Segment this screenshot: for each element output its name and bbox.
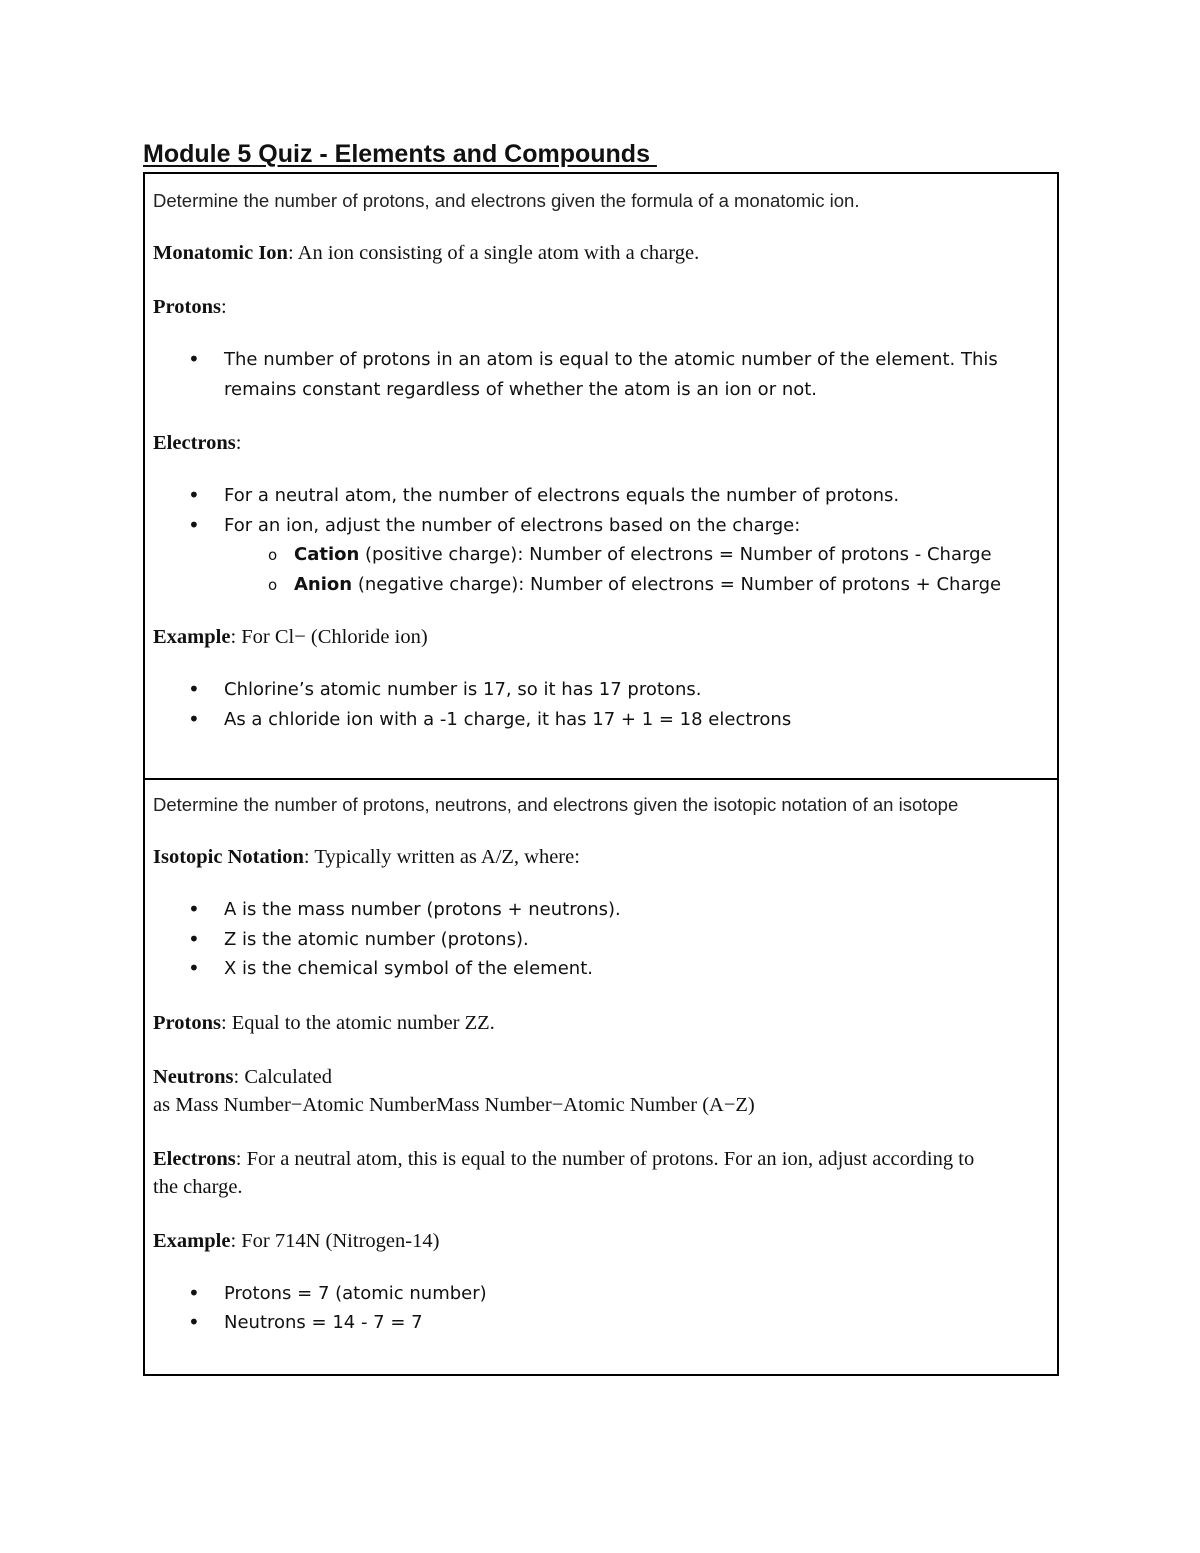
- example-heading: Example: For 714N (Nitrogen-14): [153, 1229, 440, 1252]
- list-item: • X is the chemical symbol of the element.: [153, 954, 1057, 984]
- list-item: • As a chloride ion with a -1 charge, it has 17 + 1 = 18 electrons: [153, 705, 1057, 735]
- list-item: • Neutrons = 14 - 7 = 7: [153, 1308, 1057, 1338]
- list-item: • A is the mass number (protons + neutrons).: [153, 895, 1057, 925]
- quiz-section-monatomic-ion: [143, 172, 1059, 780]
- neutrons-formula: as Mass Number−Atomic NumberMass Number−Atomic Number (A−Z): [153, 1093, 755, 1116]
- heading-electrons: Electrons:: [153, 432, 242, 454]
- electrons-list: [153, 481, 1057, 599]
- charge-rules-list: [224, 540, 1057, 599]
- heading-protons: Protons:: [153, 296, 227, 318]
- term-label: Neutrons: [153, 1065, 234, 1088]
- example-heading: Example: For Cl− (Chloride ion): [153, 626, 428, 648]
- term-label: Monatomic Ion: [153, 242, 288, 264]
- example-list: [153, 675, 1057, 734]
- list-item: • For an ion, adjust the number of electrons based on the charge: o Cation (positive charge): Number of electrons = Number of protons - Charge o Anion (negative charge): Number of electrons = Number of protons + Charge: [153, 511, 1057, 600]
- anion-label: Anion: [294, 573, 353, 595]
- term-label: Protons: [153, 296, 221, 318]
- example-list: [153, 1279, 1057, 1338]
- page-title: Module 5 Quiz - Elements and Compounds: [143, 140, 657, 168]
- section-prompt: Determine the number of protons, neutrons, and electrons given the isotopic notation of an isotope: [153, 794, 959, 815]
- term-label: Example: [153, 626, 231, 648]
- protons-list: [153, 345, 1057, 404]
- list-item: • Protons = 7 (atomic number): [153, 1279, 1057, 1309]
- list-item-anion: o Anion (negative charge): Number of electrons = Number of protons + Charge: [224, 570, 1057, 600]
- protons-definition: Protons: Equal to the atomic number ZZ.: [153, 1011, 495, 1034]
- notation-list: [153, 895, 1057, 984]
- term-label: Protons: [153, 1011, 221, 1034]
- list-item-cation: o Cation (positive charge): Number of electrons = Number of protons - Charge: [224, 540, 1057, 570]
- term-text: : An ion consisting of a single atom with a charge.: [287, 242, 700, 264]
- list-item: • Chlorine’s atomic number is 17, so it has 17 protons.: [153, 675, 1057, 705]
- quiz-section-isotopic-notation: [143, 778, 1059, 1376]
- list-item: • Z is the atomic number (protons).: [153, 925, 1057, 955]
- section-prompt: Determine the number of protons, and electrons given the formula of a monatomic ion.: [153, 190, 860, 211]
- definition-isotopic-notation: Isotopic Notation: Typically written as A/Z, where:: [153, 846, 580, 868]
- neutrons-definition: Neutrons: Calculated as Mass Number−Atomic NumberMass Number−Atomic Number (A−Z): [153, 1065, 755, 1116]
- term-label: Isotopic Notation: [153, 846, 304, 868]
- cation-label: Cation: [294, 544, 360, 565]
- list-item: • For a neutral atom, the number of electrons equals the number of protons.: [153, 481, 1057, 511]
- definition-monatomic-ion: [153, 239, 1057, 267]
- term-label: Electrons: [153, 1147, 236, 1170]
- term-label: Example: [153, 1229, 231, 1252]
- term-label: Electrons: [153, 432, 236, 454]
- list-item: • The number of protons in an atom is equal to the atomic number of the element. This remains constant regardless of whether the atom is an ion or not.: [153, 345, 1057, 404]
- electrons-definition: Electrons: For a neutral atom, this is equal to the number of protons. For an ion, adjust according to the charge.: [153, 1147, 975, 1198]
